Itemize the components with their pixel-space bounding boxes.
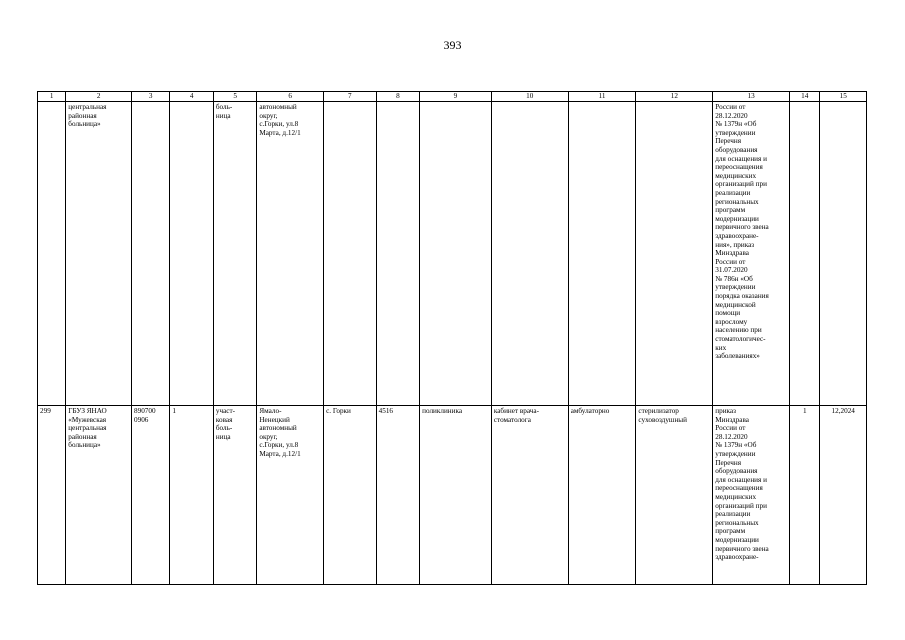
cell-line: поликлиника bbox=[422, 407, 463, 415]
cell-line: Минздрава bbox=[715, 415, 749, 424]
cell-line: переоснащения bbox=[715, 484, 763, 493]
cell-line: помощи bbox=[715, 309, 741, 318]
cell-division bbox=[420, 102, 492, 406]
cell-organization bbox=[66, 102, 132, 406]
cell-line: Перечня bbox=[715, 137, 742, 146]
cell-line: ница bbox=[215, 432, 231, 441]
cell-line: центральная bbox=[68, 103, 107, 111]
cell-facility-type bbox=[213, 406, 256, 585]
equipment-table bbox=[37, 91, 867, 585]
column-header: 2 bbox=[66, 92, 132, 102]
cell-line: модернизации bbox=[715, 214, 759, 223]
cell-line: кабинет врача- bbox=[493, 407, 539, 415]
cell-line: утверждении bbox=[715, 283, 756, 292]
cell-line: 0906 bbox=[134, 415, 149, 424]
cell-number bbox=[38, 102, 66, 406]
cell-line: стерилизатор bbox=[638, 407, 679, 415]
cell-line: России от bbox=[715, 424, 746, 433]
cell-line: медицинских bbox=[715, 171, 757, 180]
cell-line: 4516 bbox=[378, 407, 393, 415]
cell-line: 12,2024 bbox=[831, 407, 855, 415]
cell-line: Ямало- bbox=[259, 407, 282, 415]
cell-line: Марта, д.12/1 bbox=[259, 128, 301, 137]
cell-address bbox=[257, 406, 324, 585]
cell-care-mode bbox=[568, 102, 636, 406]
cell-number bbox=[38, 406, 66, 585]
column-header: 11 bbox=[568, 92, 636, 102]
cell-legal-basis bbox=[713, 102, 790, 406]
cell-quantity bbox=[790, 102, 820, 406]
cell-line: 299 bbox=[40, 407, 51, 415]
cell-line: Минздрава bbox=[715, 249, 749, 258]
cell-line: с.Горки, ул.8 bbox=[259, 120, 299, 129]
cell-line: населению при bbox=[715, 326, 762, 335]
cell-line: с.Горки, ул.8 bbox=[259, 441, 299, 450]
cell-line: центральная bbox=[68, 424, 107, 433]
cell-line: стоматологичес- bbox=[715, 335, 766, 344]
cell-cabinet bbox=[491, 406, 568, 585]
cell-line: районная bbox=[68, 432, 97, 441]
cell-line: реализации bbox=[715, 510, 751, 519]
cell-line: модернизации bbox=[715, 535, 759, 544]
cell-line: 28.12.2020 bbox=[715, 432, 748, 441]
cell-date bbox=[820, 406, 867, 585]
cell-line: первичного звена bbox=[715, 544, 769, 553]
cell-legal-basis bbox=[713, 406, 790, 585]
cell-code bbox=[132, 406, 170, 585]
page-number: 393 bbox=[443, 38, 462, 52]
cell-line: ковая bbox=[215, 415, 233, 424]
column-header: 14 bbox=[790, 92, 820, 102]
cell-line: боль- bbox=[215, 424, 233, 433]
cell-line: здравоохране- bbox=[715, 231, 759, 240]
cell-line: «Мужевская bbox=[68, 415, 107, 424]
cell-organization bbox=[66, 406, 132, 585]
cell-line: ница bbox=[215, 111, 231, 120]
cell-line: Перечня bbox=[715, 458, 742, 467]
column-header: 5 bbox=[213, 92, 256, 102]
cell-line: для оснащения и bbox=[715, 475, 767, 484]
cell-line: боль- bbox=[215, 103, 233, 111]
cell-care-mode bbox=[568, 406, 636, 585]
column-header: 8 bbox=[376, 92, 419, 102]
cell-division bbox=[420, 406, 492, 585]
cell-line: районная bbox=[68, 111, 97, 120]
cell-line: утверждении bbox=[715, 128, 756, 137]
cell-line: 1 bbox=[802, 407, 807, 415]
header-row bbox=[38, 92, 867, 102]
cell-line: автономный bbox=[259, 103, 297, 111]
column-header: 15 bbox=[820, 92, 867, 102]
cell-line: с. Горки bbox=[326, 407, 351, 415]
cell-line: Ненецкий bbox=[259, 415, 290, 424]
table-row bbox=[38, 102, 867, 406]
cell-line: округ, bbox=[259, 111, 278, 120]
cell-equipment bbox=[636, 406, 713, 585]
cell-line: заболеваниях» bbox=[715, 352, 760, 361]
cell-population bbox=[376, 102, 419, 406]
cell-date bbox=[820, 102, 867, 406]
column-header: 7 bbox=[324, 92, 377, 102]
cell-line: 28.12.2020 bbox=[715, 111, 748, 120]
cell-line: стоматолога bbox=[493, 415, 531, 424]
cell-line: № 1379н «Об bbox=[715, 441, 757, 450]
cell-line: оборудования bbox=[715, 145, 758, 154]
cell-code bbox=[132, 102, 170, 406]
column-header: 9 bbox=[420, 92, 492, 102]
cell-line: взрослому bbox=[715, 317, 748, 326]
cell-line: программ bbox=[715, 527, 746, 536]
cell-line: организаций при bbox=[715, 180, 767, 189]
column-header: 4 bbox=[170, 92, 213, 102]
column-header: 1 bbox=[38, 92, 66, 102]
cell-settlement bbox=[324, 102, 377, 406]
cell-line: № 1379н «Об bbox=[715, 120, 757, 129]
cell-line: медицинской bbox=[715, 300, 756, 309]
cell-line: автономный bbox=[259, 424, 297, 433]
cell-line: ния», приказ bbox=[715, 240, 755, 249]
cell-line: России от bbox=[715, 257, 746, 266]
cell-line: первичного звена bbox=[715, 223, 769, 232]
column-header: 6 bbox=[257, 92, 324, 102]
cell-line: № 786н «Об bbox=[715, 274, 753, 283]
cell-line: приказ bbox=[715, 407, 736, 415]
cell-line: для оснащения и bbox=[715, 154, 767, 163]
cell-line: программ bbox=[715, 206, 746, 215]
table-row bbox=[38, 406, 867, 585]
cell-line: ГБУЗ ЯНАО bbox=[68, 407, 107, 415]
cell-address bbox=[257, 102, 324, 406]
cell-line: оборудования bbox=[715, 467, 758, 476]
column-header: 10 bbox=[491, 92, 568, 102]
column-header: 12 bbox=[636, 92, 713, 102]
cell-line: участ- bbox=[215, 407, 235, 415]
cell-line: округ, bbox=[259, 432, 278, 441]
column-header: 3 bbox=[132, 92, 170, 102]
cell-line: больница» bbox=[68, 120, 101, 129]
cell-line: больница» bbox=[68, 441, 101, 450]
cell-facility-type bbox=[213, 102, 256, 406]
cell-line: порядка оказания bbox=[715, 292, 769, 301]
cell-line: ких bbox=[715, 343, 727, 352]
cell-line: Марта, д.12/1 bbox=[259, 449, 301, 458]
cell-population bbox=[376, 406, 419, 585]
cell-col4 bbox=[170, 102, 213, 406]
cell-line: здравоохране- bbox=[715, 553, 759, 562]
cell-line: региональных bbox=[715, 518, 759, 527]
cell-line: 890700 bbox=[134, 407, 156, 415]
cell-quantity bbox=[790, 406, 820, 585]
cell-line: региональных bbox=[715, 197, 759, 206]
cell-line: России от bbox=[715, 103, 746, 111]
cell-line: амбулаторно bbox=[570, 407, 610, 415]
cell-line: медицинских bbox=[715, 492, 757, 501]
cell-line: 31.07.2020 bbox=[715, 266, 748, 275]
cell-cabinet bbox=[491, 102, 568, 406]
cell-line: реализации bbox=[715, 188, 751, 197]
cell-line: организаций при bbox=[715, 501, 767, 510]
cell-line: переоснащения bbox=[715, 163, 763, 172]
cell-col4 bbox=[170, 406, 213, 585]
cell-line: утверждении bbox=[715, 449, 756, 458]
cell-line: 1 bbox=[172, 407, 176, 415]
cell-line: суховоздушный bbox=[638, 415, 687, 424]
column-header: 13 bbox=[713, 92, 790, 102]
cell-equipment bbox=[636, 102, 713, 406]
cell-settlement bbox=[324, 406, 377, 585]
